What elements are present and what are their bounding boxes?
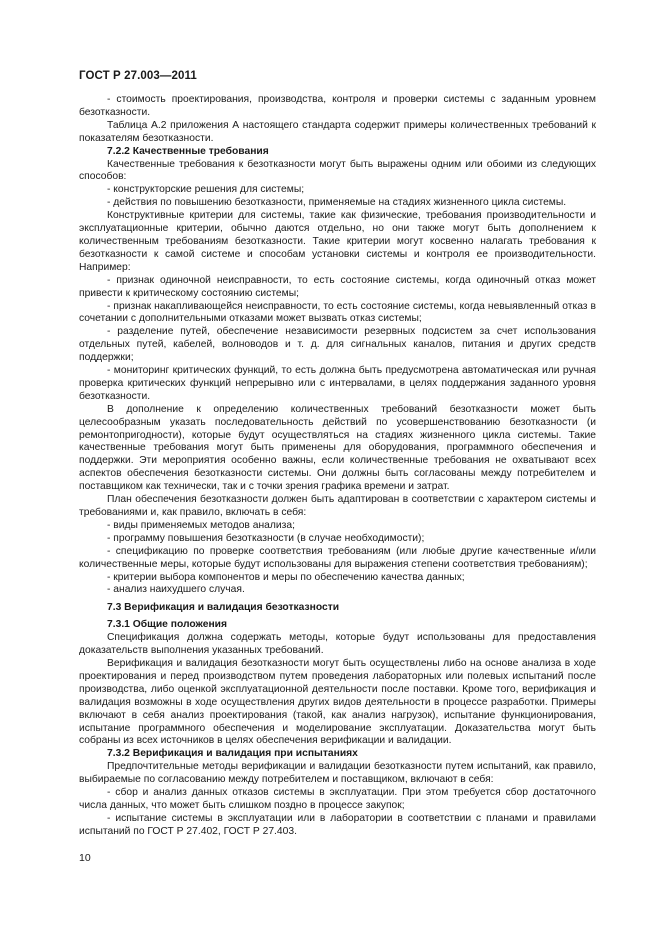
- list-item: - анализ наихудшего случая.: [107, 584, 245, 596]
- list-item: - конструкторские решения для системы;: [107, 184, 305, 196]
- list-item: - критерии выбора компонентов и меры по обеспечению качества данных;: [107, 571, 465, 583]
- standard-header: ГОСТ Р 27.003—2011: [79, 70, 197, 82]
- section-heading-7-3-2: 7.3.2 Верификация и валидация при испытаниях: [107, 748, 358, 760]
- section-heading-7-2-2: 7.2.2 Качественные требования: [107, 145, 269, 157]
- list-item: - испытание системы в эксплуатации или в лаборатории в соответствии с планами и правилами испытаний по ГОСТ Р 27.402, ГОСТ Р 27.403.: [79, 812, 596, 837]
- section-heading-7-3: 7.3 Верификация и валидация безотказности: [107, 602, 340, 614]
- paragraph: В дополнение к определению количественных требований безотказности может быть целесообразным указать последовательность действий по усовершенствованию безотказности (и ремонтопригодности), которые будут осуществляться на стадиях жизненного цикла системы. Такие качественные требования могут быть применены для оборудования, программного обеспечения и поддержки. Эти мероприятия особенно важны, если количественные требования не охватывают всех аспектов обеспечения безотказности системы. Они должны быть согласованы между потребителем и поставщиком как технически, так и с точки зрения графика времени и затрат.: [79, 403, 596, 493]
- paragraph: Верификация и валидация безотказности могут быть осуществлены либо на основе анализа в ходе проектирования и перед производством путем проведения лабораторных или полевых испытаний после производства, либо оценкой эксплуатационной деятельности после поставки. Кроме того, верификация и валидация возможны в ходе осуществления других видов деятельности в процессе разработки. Примеры включают в себя анализ проектирования (такой, как анализ нагрузок), испытание функционирования, испытание программного обеспечения и моделирование эксплуатации. Доказательства могут быть собраны из всех источников в целях обеспечения верификации и валидации.: [79, 657, 596, 747]
- list-item: - признак одиночной неисправности, то есть состояние системы, когда одиночный отказ может привести к критическому состоянию системы;: [79, 274, 596, 299]
- list-item: - программу повышения безотказности (в случае необходимости);: [107, 532, 425, 544]
- page-number: 10: [79, 852, 91, 864]
- list-item: - признак накапливающейся неисправности, то есть состояние системы, когда невыявленный отказ в сочетании с дополнительными отказами может вызвать отказ системы;: [79, 300, 596, 325]
- paragraph: Предпочтительные методы верификации и валидации безотказности путем испытаний, как правило, выбираемые по согласованию между потребителем и поставщиком, включают в себя:: [79, 761, 596, 786]
- paragraph: План обеспечения безотказности должен быть адаптирован в соответствии с характером системы и требованиями и, как правило, включать в себя:: [79, 494, 596, 518]
- list-item: - разделение путей, обеспечение независимости резервных подсистем за счет использования отдельных путей, кабелей, волноводов и т. д. для сигнальных каналов, питания и других средств поддержки;: [79, 326, 596, 364]
- document-body: [79, 94, 596, 839]
- list-item: - сбор и анализ данных отказов системы в эксплуатации. При этом требуется сбор достаточного числа данных, что может быть слишком поздно в процессе закупок;: [79, 787, 596, 811]
- section-heading-7-3-1: 7.3.1 Общие положения: [107, 619, 227, 631]
- paragraph: Спецификация должна содержать методы, которые будут использованы для предоставления доказательств выполнения указанных требований.: [79, 632, 596, 657]
- paragraph: Конструктивные критерии для системы, такие как физические, требования производительности и эксплуатационные критерии, обычно даются отдельно, но они также могут быть дополнением к количественным требованиям безотказности. Такие критерии могут косвенно налагать требования к безотказности к самой системе и способам установки системы и контроля ее производительности. Например:: [79, 210, 596, 273]
- paragraph: Качественные требования к безотказности могут быть выражены одним или обоими из следующих способов:: [79, 158, 596, 183]
- list-item: - виды применяемых методов анализа;: [107, 519, 295, 531]
- list-item: - стоимость проектирования, производства, контроля и проверки системы с заданным уровнем безотказности.: [79, 94, 596, 118]
- list-item: - действия по повышению безотказности, применяемые на стадиях жизненного цикла системы.: [107, 197, 567, 209]
- list-item: - мониторинг критических функций, то есть должна быть предусмотрена автоматическая или ручная проверка критических функций непрерывно или с интервалами, в целях поддержания заданного уровня безотказности.: [79, 365, 596, 402]
- list-item: - спецификацию по проверке соответствия требованиям (или любые другие качественные и/или количественные меры, которые будут использованы для выражения степени соответствия требованиям);: [79, 545, 596, 570]
- paragraph: Таблица А.2 приложения А настоящего стандарта содержит примеры количественных требований к показателям безотказности.: [79, 119, 596, 144]
